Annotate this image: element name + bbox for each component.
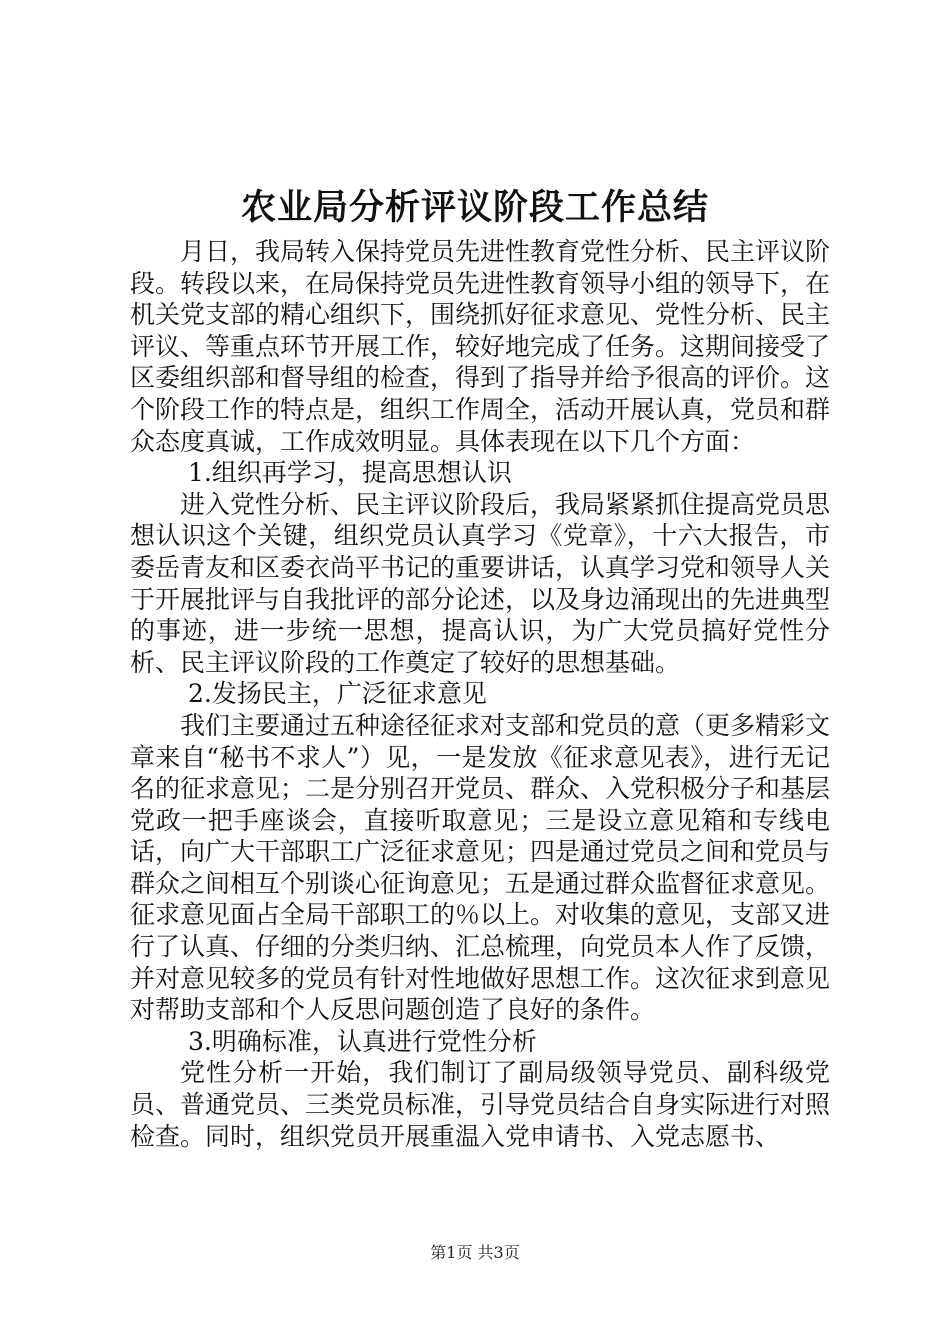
page-footer: 第1页 共3页 (430, 1243, 520, 1262)
section-paragraph-3: 党性分析一开始，我们制订了副局级领导党员、副科级党员、普通党员、三类党员标准，引导党员结合自身实际进行对照检查。同时，组织党员开展重温入党申请书、入党志愿书、 (130, 1058, 831, 1151)
document-body (130, 236, 830, 1152)
document-title: 农业局分析评议阶段工作总结 (240, 187, 709, 228)
section-heading-3: 3.明确标准，认真进行党性分析 (188, 1026, 537, 1056)
section-heading-2: 2.发扬民主，广泛征求意见 (188, 679, 487, 709)
intro-paragraph: 月日，我局转入保持党员先进性教育党性分析、民主评议阶段。转段以来，在局保持党员先进性教育领导小组的领导下，在机关党支部的精心组织下，围绕抓好征求意见、党性分析、民主评议、等重点环节开展工作，较好地完成了任务。这期间接受了区委组织部和督导组的检查，得到了指导并给予很高的评价。这个阶段工作的特点是，组织工作周全，活动开展认真，党员和群众态度真诚，工作成效明显。具体表现在以下几个方面： (130, 237, 831, 456)
section-paragraph-1: 进入党性分析、民主评议阶段后，我局紧紧抓住提高党员思想认识这个关键，组织党员认真学习《党章》，十六大报告，市委岳青友和区委衣尚平书记的重要讲话，认真学习党和领导人关于开展批评与自我批评的部分论述，以及身边涌现出的先进典型的事迹，进一步统一思想，提高认识，为广大党员搞好党性分析、民主评议阶段的工作奠定了较好的思想基础。 (130, 489, 831, 677)
section-paragraph-2: 我们主要通过五种途径征求对支部和党员的意（更多精彩文章来自“秘书不求人”）见，一是发放《征求意见表》，进行无记名的征求意见；二是分别召开党员、群众、入党积极分子和基层党政一把手座谈会，直接听取意见；三是设立意见箱和专线电话，向广大干部职工广泛征求意见；四是通过党员之间和党员与群众之间相互个别谈心征询意见；五是通过群众监督征求意见。征求意见面占全局干部职工的％以上。对收集的意见，支部又进行了认真、仔细的分类归纳、汇总梳理，向党员本人作了反馈，并对意见较多的党员有针对性地做好思想工作。这次征求到意见对帮助支部和个人反思问题创造了良好的条件。 (130, 710, 831, 1025)
section-heading-1: 1.组织再学习，提高思想认识 (188, 458, 512, 488)
